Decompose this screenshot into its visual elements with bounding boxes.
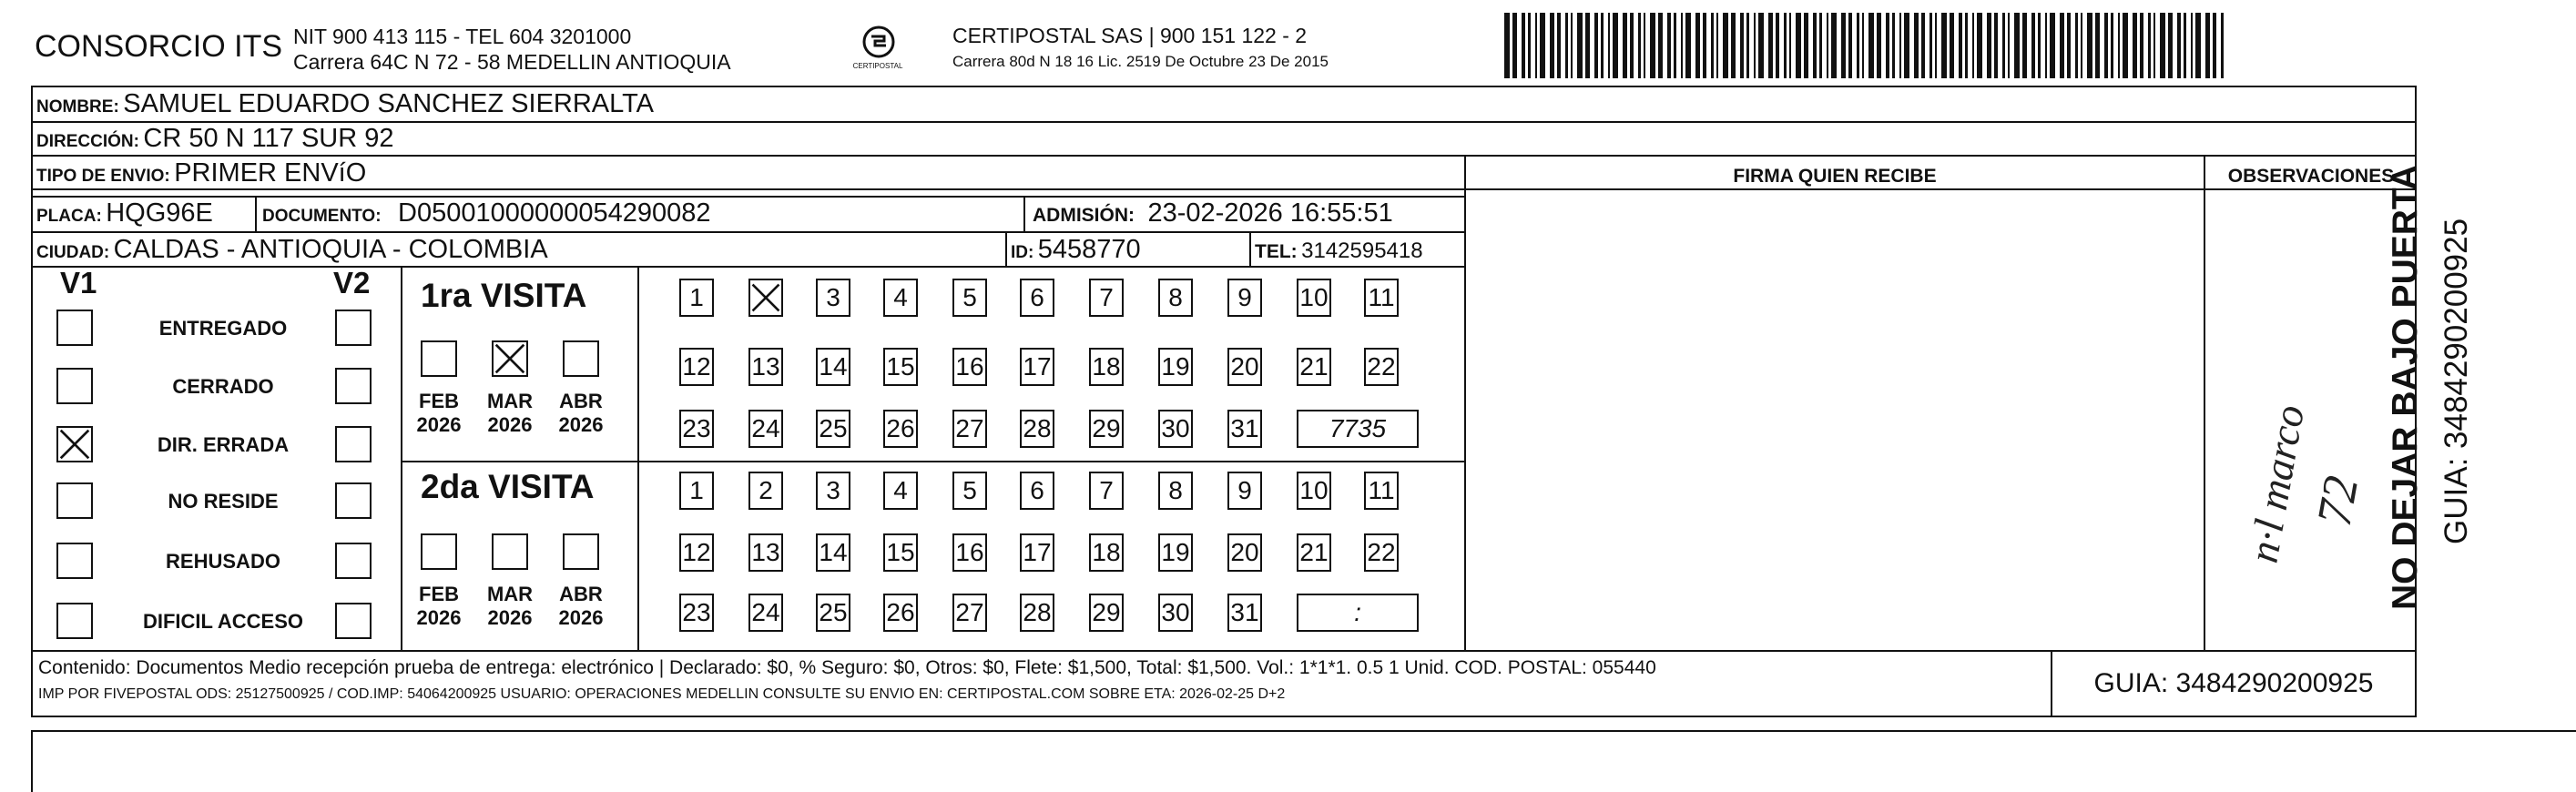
status-label-0: ENTREGADO <box>158 317 288 340</box>
nit-line: NIT 900 413 115 - TEL 604 3201000 <box>293 25 632 48</box>
second-day-6[interactable]: 6 <box>1020 472 1054 510</box>
second-day-14[interactable]: 14 <box>816 533 850 572</box>
v1-checkbox-5[interactable] <box>56 603 93 639</box>
nombre-row <box>36 89 654 119</box>
second-month-label-abr <box>554 583 608 630</box>
footer-content: Contenido: Documentos Medio recepción prueba de entrega: electrónico | Declarado: $0, % Seguro: $0, Otros: $0, Flete: $1,500, Total: $1,500. Vol.: 1*1*1. 0.5 1 Unid. COD. POSTAL: 055440 <box>38 657 1656 678</box>
first-day-31[interactable]: 31 <box>1227 410 1262 448</box>
v1-checkbox-3[interactable] <box>56 482 93 519</box>
tipo-row <box>36 158 366 188</box>
second-time-box[interactable]: : <box>1297 594 1419 632</box>
month-year: 2026 <box>487 413 533 436</box>
month-name: ABR <box>559 583 603 605</box>
tel-value: 3142595418 <box>1301 239 1423 263</box>
second-month-checkbox-feb[interactable] <box>421 533 457 570</box>
firma-header: FIRMA QUIEN RECIBE <box>1733 166 1937 187</box>
second-day-18[interactable]: 18 <box>1089 533 1124 572</box>
first-day-23[interactable]: 23 <box>679 410 714 448</box>
first-day-16[interactable]: 16 <box>952 348 987 386</box>
carrier-address: Carrera 80d N 18 16 Lic. 2519 De Octubre 23 De 2015 <box>952 53 1329 70</box>
nombre-value: SAMUEL EDUARDO SANCHEZ SIERRALTA <box>123 89 655 118</box>
ciudad-row <box>36 235 548 265</box>
month-year: 2026 <box>558 606 604 629</box>
status-label-5: DIFICIL ACCESO <box>142 610 303 633</box>
barcode <box>1504 13 2224 78</box>
bottom-strip <box>31 730 2576 792</box>
direccion-value: CR 50 N 117 SUR 92 <box>143 124 394 153</box>
placa-label: PLACA: <box>36 207 102 226</box>
first-day-29[interactable]: 29 <box>1089 410 1124 448</box>
footer-imp: IMP POR FIVEPOSTAL ODS: 25127500925 / COD.IMP: 54064200925 USUARIO: OPERACIONES MEDELLIN CONSULTE SU ENVIO EN: CERTIPOSTAL.COM SOBRE ETA: 2026-02-25 D+2 <box>38 686 1286 702</box>
first-day-4[interactable]: 4 <box>883 279 918 317</box>
status-label-3: NO RESIDE <box>168 490 279 513</box>
first-day-10[interactable]: 10 <box>1297 279 1331 317</box>
second-day-11[interactable]: 11 <box>1364 472 1399 510</box>
second-day-25[interactable]: 25 <box>816 594 850 632</box>
month-year: 2026 <box>416 413 462 436</box>
first-day-28[interactable]: 28 <box>1020 410 1054 448</box>
second-month-checkbox-mar[interactable] <box>492 533 528 570</box>
month-name: ABR <box>559 390 603 412</box>
first-day-17[interactable]: 17 <box>1020 348 1054 386</box>
address-line: Carrera 64C N 72 - 58 MEDELLIN ANTIOQUIA <box>293 50 731 74</box>
first-day-6[interactable]: 6 <box>1020 279 1054 317</box>
nombre-label: NOMBRE: <box>36 97 119 117</box>
first-day-14[interactable]: 14 <box>816 348 850 386</box>
first-day-3[interactable]: 3 <box>816 279 850 317</box>
second-visit-title: 2da VISITA <box>421 468 595 505</box>
second-month-label-feb <box>412 583 466 630</box>
first-day-24[interactable]: 24 <box>748 410 783 448</box>
first-day-2[interactable] <box>748 279 783 317</box>
second-day-8[interactable]: 8 <box>1158 472 1193 510</box>
first-day-18[interactable]: 18 <box>1089 348 1124 386</box>
month-year: 2026 <box>487 606 533 629</box>
second-day-13[interactable]: 13 <box>748 533 783 572</box>
admision-row <box>1033 198 1393 228</box>
first-day-27[interactable]: 27 <box>952 410 987 448</box>
v2-checkbox-0[interactable] <box>335 310 372 346</box>
second-day-15[interactable]: 15 <box>883 533 918 572</box>
second-day-1[interactable]: 1 <box>679 472 714 510</box>
second-day-24[interactable]: 24 <box>748 594 783 632</box>
v1-checkbox-1[interactable] <box>56 368 93 404</box>
month-year: 2026 <box>416 606 462 629</box>
first-visit-title: 1ra VISITA <box>421 277 587 314</box>
guia-number: GUIA: 3484290200925 <box>2051 650 2417 717</box>
v2-checkbox-1[interactable] <box>335 368 372 404</box>
side-guia: GUIA: 3484290200925 <box>2439 218 2474 544</box>
v2-checkbox-3[interactable] <box>335 482 372 519</box>
second-day-7[interactable]: 7 <box>1089 472 1124 510</box>
tipo-label: TIPO DE ENVIO: <box>36 167 170 186</box>
ciudad-label: CIUDAD: <box>36 243 110 262</box>
month-name: MAR <box>486 390 534 412</box>
ciudad-value: CALDAS - ANTIOQUIA - COLOMBIA <box>113 235 548 264</box>
first-month-label-feb <box>412 390 466 437</box>
v2-checkbox-4[interactable] <box>335 543 372 579</box>
documento-label: DOCUMENTO: <box>262 207 382 226</box>
second-day-10[interactable]: 10 <box>1297 472 1331 510</box>
v1-checkbox-0[interactable] <box>56 310 93 346</box>
first-day-20[interactable]: 20 <box>1227 348 1262 386</box>
month-name: MAR <box>486 583 534 605</box>
first-month-label-abr <box>554 390 608 437</box>
second-day-26[interactable]: 26 <box>883 594 918 632</box>
tipo-value: PRIMER ENVíO <box>174 158 367 188</box>
handwritten-note <box>2222 291 2386 583</box>
first-day-22[interactable]: 22 <box>1364 348 1399 386</box>
first-day-1[interactable]: 1 <box>679 279 714 317</box>
logo-caption: CERTIPOSTAL <box>852 62 903 70</box>
first-day-11[interactable]: 11 <box>1364 279 1399 317</box>
second-day-28[interactable]: 28 <box>1020 594 1054 632</box>
second-month-checkbox-abr[interactable] <box>563 533 599 570</box>
v2-label: V2 <box>333 266 371 300</box>
tel-label: TEL: <box>1255 241 1298 262</box>
second-day-21[interactable]: 21 <box>1297 533 1331 572</box>
second-day-22[interactable]: 22 <box>1364 533 1399 572</box>
v1-checkbox-4[interactable] <box>56 543 93 579</box>
first-day-26[interactable]: 26 <box>883 410 918 448</box>
second-day-20[interactable]: 20 <box>1227 533 1262 572</box>
first-day-8[interactable]: 8 <box>1158 279 1193 317</box>
second-day-30[interactable]: 30 <box>1158 594 1193 632</box>
carrier-line: CERTIPOSTAL SAS | 900 151 122 - 2 <box>952 24 1308 47</box>
second-month-label-mar <box>483 583 537 630</box>
company-contact <box>293 24 731 75</box>
svg-text:72: 72 <box>2306 472 2369 531</box>
second-day-27[interactable]: 27 <box>952 594 987 632</box>
admision-value: 23-02-2026 16:55:51 <box>1147 198 1393 228</box>
first-month-label-mar <box>483 390 537 437</box>
first-month-checkbox-abr[interactable] <box>563 340 599 377</box>
second-day-3[interactable]: 3 <box>816 472 850 510</box>
second-day-16[interactable]: 16 <box>952 533 987 572</box>
first-day-21[interactable]: 21 <box>1297 348 1331 386</box>
second-day-17[interactable]: 17 <box>1020 533 1054 572</box>
first-month-checkbox-mar[interactable] <box>492 340 528 377</box>
documento-row <box>262 198 711 228</box>
first-day-5[interactable]: 5 <box>952 279 987 317</box>
v1-label: V1 <box>60 266 97 300</box>
second-day-5[interactable]: 5 <box>952 472 987 510</box>
status-label-4: REHUSADO <box>166 550 280 573</box>
first-time-box[interactable]: 7735 <box>1297 410 1419 448</box>
second-day-12[interactable]: 12 <box>679 533 714 572</box>
svg-text:n·l marco: n·l marco <box>2239 401 2314 566</box>
first-day-25[interactable]: 25 <box>816 410 850 448</box>
second-day-19[interactable]: 19 <box>1158 533 1193 572</box>
company-name: CONSORCIO ITS <box>35 29 283 64</box>
first-day-9[interactable]: 9 <box>1227 279 1262 317</box>
second-day-4[interactable]: 4 <box>883 472 918 510</box>
direccion-row <box>36 124 394 154</box>
second-day-9[interactable]: 9 <box>1227 472 1262 510</box>
v1-checkbox-2[interactable] <box>56 426 93 462</box>
first-day-15[interactable]: 15 <box>883 348 918 386</box>
observaciones-header: OBSERVACIONES <box>2227 166 2395 187</box>
barcode-bars <box>1504 13 2224 78</box>
month-year: 2026 <box>558 413 604 436</box>
first-day-13[interactable]: 13 <box>748 348 783 386</box>
id-value: 5458770 <box>1037 235 1141 264</box>
second-day-23[interactable]: 23 <box>679 594 714 632</box>
v2-checkbox-2[interactable] <box>335 426 372 462</box>
first-day-7[interactable]: 7 <box>1089 279 1124 317</box>
tel-row <box>1255 239 1423 264</box>
status-label-1: CERRADO <box>172 375 274 398</box>
placa-value: HQG96E <box>106 198 213 228</box>
documento-value: D05001000000054290082 <box>398 198 711 228</box>
no-dejar-warning: NO DEJAR BAJO PUERTA <box>2386 164 2425 610</box>
month-name: FEB <box>419 583 459 605</box>
status-label-2: DIR. ERRADA <box>157 433 290 456</box>
id-row <box>1011 235 1141 265</box>
month-name: FEB <box>419 390 459 412</box>
v2-checkbox-5[interactable] <box>335 603 372 639</box>
second-day-29[interactable]: 29 <box>1089 594 1124 632</box>
first-day-30[interactable]: 30 <box>1158 410 1193 448</box>
second-day-31[interactable]: 31 <box>1227 594 1262 632</box>
id-label: ID: <box>1011 243 1034 262</box>
first-day-19[interactable]: 19 <box>1158 348 1193 386</box>
second-day-2[interactable]: 2 <box>748 472 783 510</box>
placa-row <box>36 198 213 228</box>
admision-label: ADMISIÓN: <box>1033 205 1135 226</box>
first-month-checkbox-feb[interactable] <box>421 340 457 377</box>
first-day-12[interactable]: 12 <box>679 348 714 386</box>
direccion-label: DIRECCIÓN: <box>36 132 139 151</box>
